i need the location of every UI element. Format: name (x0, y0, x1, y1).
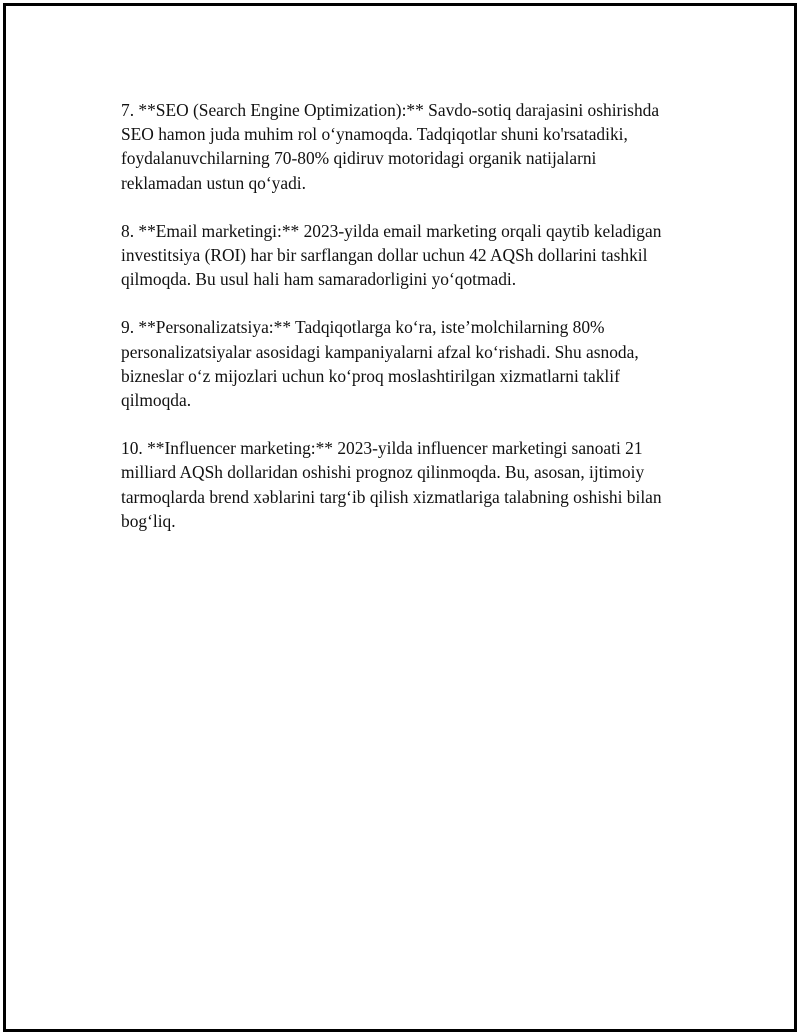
document-body (121, 98, 681, 557)
paragraph-influencer-marketing: 10. **Influencer marketing:** 2023-yilda influencer marketingi sanoati 21 milliard AQSh dollaridan oshishi prognoz qilinmoqda. Bu, asosan, ijtimoiy tarmoqlarda brend xəblarini targ‘ib qilish xizmatlariga talabning oshishi bilan bog‘liq. (121, 438, 662, 531)
paragraph-personalization: 9. **Personalizatsiya:** Tadqiqotlarga ko‘ra, iste’molchilarning 80% personalizatsiyalar asosidagi kampaniyalarni afzal ko‘rishadi. Shu asnoda, bizneslar o‘z mijozlari uchun ko‘proq moslashtirilgan xizmatlarni taklif qilmoqda. (121, 317, 639, 411)
document-page (3, 3, 797, 1032)
paragraph-email-marketing: 8. **Email marketingi:** 2023-yilda email marketing orqali qaytib keladigan investitsiya (ROI) har bir sarflangan dollar uchun 42 AQSh dollarini tashkil qilmoqda. Bu usul hali ham samaradorligini yo‘qotmadi. (121, 220, 662, 290)
paragraph-seo: 7. **SEO (Search Engine Optimization):** Savdo-sotiq darajasini oshirishda SEO hamon juda muhim rol o‘ynamoqda. Tadqiqotlar shuni ko'rsatadiki, foydalanuvchilarning 70-80% qidiruv motoridagi organik natijalarni reklamadan ustun qo‘yadi. (121, 100, 660, 193)
